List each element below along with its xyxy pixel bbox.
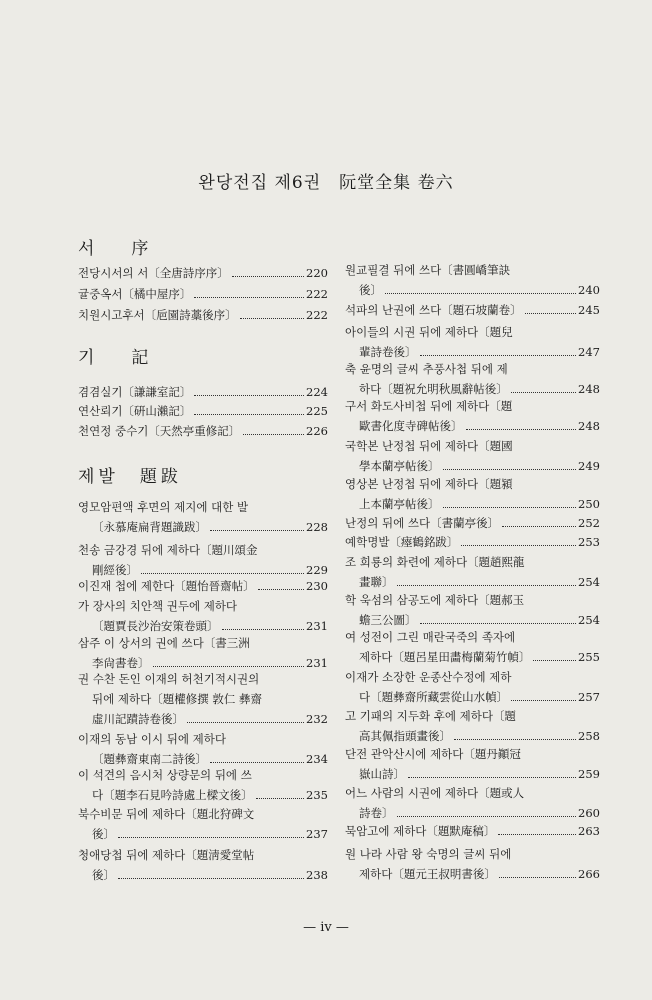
toc-entry-title: 천연정 중수기〔天然亭重修記〕 [78,424,241,438]
toc-entry-title: 묵암고에 제하다〔題默庵稿〕 [345,824,496,838]
toc-entry-title: 다〔題彝齋所藏雲從山水幀〕 [359,690,509,704]
dot-leader [498,834,576,835]
toc-entry [78,405,328,425]
toc-entry [78,600,328,640]
toc-entry-title: 畫聯〕 [359,575,394,589]
section-heading-preface: 서 序 [78,239,159,259]
toc-entry-title: 치원시고후서〔巵園詩藁後序〕 [78,308,237,322]
section-heading-records: 기 記 [78,348,159,368]
toc-entry-page: 252 [578,516,600,530]
toc-entry-title: 〔永慕庵扁背題識跋〕 [92,520,207,534]
toc-entry [345,825,600,845]
toc-entry-page: 250 [578,497,600,511]
toc-entry [78,425,328,445]
toc-entry-title: 제하다〔題呂星田畵梅蘭菊竹幀〕 [359,650,531,664]
toc-entry-title: 虛川記蹟詩卷後〕 [92,712,184,726]
toc-entry-page: 259 [578,767,600,781]
toc-entry-page: 222 [306,287,328,301]
toc-entry-title: 원교필결 뒤에 쓰다〔書圓嶠筆訣 [345,263,511,277]
dot-leader [258,589,304,590]
dot-leader [210,762,304,763]
toc-entry-page: 248 [578,382,600,396]
dot-leader [408,777,576,778]
toc-entry-page: 258 [578,729,600,743]
toc-entry-page: 220 [306,266,328,280]
dot-leader [420,355,577,356]
toc-entry [78,309,328,329]
toc-entry [78,673,328,733]
toc-entry [78,808,328,848]
toc-entry-title: 하다〔題祝允明秋風辭帖後〕 [359,382,508,396]
toc-entry-title: 〔題彝齋東南二詩後〕 [92,752,207,766]
dot-leader [194,395,304,396]
toc-entry-title: 學本蘭亭帖後〕 [359,459,440,473]
toc-entry-page: 257 [578,690,600,704]
toc-entry-page: 254 [578,575,600,589]
toc-entry-page: 260 [578,806,600,820]
toc-entry-title: 예학명발〔瘞鶴銘跋〕 [345,535,459,549]
toc-entry-page: 249 [578,459,600,473]
toc-entry-title: 난정의 뒤에 쓰다〔書蘭亭後〕 [345,516,500,530]
toc-entry-title: 歐書化度寺碑帖後〕 [359,419,463,433]
toc-entry [345,304,600,324]
toc-entry [345,326,600,366]
dot-leader [443,469,577,470]
toc-entry-title: 북수비문 뒤에 제하다〔題北狩碑文 [78,807,255,821]
toc-entry [78,288,328,308]
dot-leader [502,526,576,527]
dot-leader [533,660,576,661]
toc-entry [78,769,328,809]
toc-entry-title: 석파의 난권에 쓰다〔題石坡蘭卷〕 [345,303,522,317]
dot-leader [461,545,576,546]
toc-entry-title: 겸겸실기〔謙謙室記〕 [78,385,192,399]
toc-entry-page: 222 [306,308,328,322]
toc-entry [345,671,600,711]
toc-entry-title: 嶽山詩〕 [359,767,405,781]
toc-entry-title: 剛經後〕 [92,563,138,577]
toc-entry-page: 231 [306,619,328,633]
dot-leader [243,434,304,435]
toc-entry-page: 225 [306,404,328,418]
toc-entry-title: 뒤에 제하다〔題權修撰 敦仁 彝齋 [92,692,263,706]
toc-entry-title: 구서 화도사비첩 뒤에 제하다〔題 [345,399,513,413]
page-title: 완당전집 제6권 阮堂全集 卷六 [198,173,454,193]
toc-entry [78,267,328,287]
toc-entry-title: 이재가 소장한 운종산수정에 제하 [345,670,512,684]
toc-entry-title: 여 성전이 그린 매란국죽의 족자에 [345,630,516,644]
dot-leader [454,739,576,740]
toc-entry-page: 226 [306,424,328,438]
toc-entry [345,848,600,888]
toc-entry-page: 245 [578,303,600,317]
toc-entry-title: 조 희룡의 화련에 제하다〔題趙熙龍 [345,555,525,569]
toc-entry [345,478,600,518]
toc-entry-title: 가 장사의 치안책 권두에 제하다 [78,599,238,613]
toc-entry-title: 권 수찬 돈인 이재의 허천기적시권의 [78,672,260,686]
toc-entry [78,637,328,677]
dot-leader [194,297,304,298]
toc-entry-page: 254 [578,613,600,627]
toc-entry-title: 後〕 [359,283,382,297]
toc-entry-title: 아이들의 시권 뒤에 제하다〔題兒 [345,325,513,339]
toc-entry [345,440,600,480]
dot-leader [232,276,304,277]
toc-entry-title: 高其佩指頭畫後〕 [359,729,451,743]
dot-leader [141,573,304,574]
toc-entry-title: 국학본 난정첩 뒤에 제하다〔題國 [345,439,513,453]
section-heading-colophons: 제발 題跋 [78,467,182,487]
toc-entry-page: 263 [578,824,600,838]
toc-entry-title: 원 나라 사람 왕 숙명의 글씨 뒤에 [345,847,512,861]
toc-entry [345,264,600,304]
toc-entry [78,580,328,600]
toc-entry-title: 영모암편액 후면의 제지에 대한 발 [78,500,249,514]
dot-leader [256,798,304,799]
toc-entry-title: 연산뢰기〔硏山瀨記〕 [78,404,192,418]
toc-entry-title: 後〕 [92,827,115,841]
toc-entry-page: 231 [306,656,328,670]
toc-entry-title: 上本蘭亭帖後〕 [359,497,440,511]
toc-entry-page: 235 [306,788,328,802]
toc-entry-title: 천송 금강경 뒤에 제하다〔題川頌金 [78,543,258,557]
toc-entry-title: 어느 사람의 시권에 제하다〔題或人 [345,786,525,800]
dot-leader [443,507,577,508]
toc-entry-page: 234 [306,752,328,766]
toc-entry [78,501,328,541]
toc-entry-title: 영상본 난정첩 뒤에 제하다〔題潁 [345,477,513,491]
toc-entry-title: 이재의 동남 이시 뒤에 제하다 [78,732,226,746]
toc-entry-page: 229 [306,563,328,577]
toc-entry-title: 삼주 이 상서의 권에 쓰다〔書三洲 [78,636,250,650]
toc-entry [345,363,600,403]
toc-entry-page: 248 [578,419,600,433]
toc-entry-page: 224 [306,385,328,399]
toc-entry-title: 詩卷〕 [359,806,394,820]
toc-entry-title: 단전 관악산시에 제하다〔題丹顚冠 [345,747,521,761]
toc-entry [345,400,600,440]
toc-entry-title: 輩詩卷後〕 [359,345,417,359]
toc-entry [78,849,328,889]
dot-leader [499,877,576,878]
dot-leader [397,816,577,817]
toc-entry [345,748,600,788]
toc-entry-title: 이진재 첩에 제한다〔題怡晉齋帖〕 [78,579,255,593]
dot-leader [511,392,576,393]
dot-leader [118,837,304,838]
toc-entry [345,631,600,671]
toc-entry-title: 李尙書卷〕 [92,656,150,670]
dot-leader [525,313,576,314]
toc-entry [345,517,600,537]
toc-entry-title: 학 욱섬의 삼공도에 제하다〔題郝玉 [345,593,525,607]
toc-entry-title: 다〔題李石見吟詩處上樑文後〕 [92,788,253,802]
toc-entry [345,556,600,596]
toc-entry-page: 266 [578,867,600,881]
toc-entry-page: 247 [578,345,600,359]
dot-leader [240,318,304,319]
toc-entry-page: 230 [306,579,328,593]
toc-entry [78,733,328,773]
dot-leader [210,530,304,531]
toc-entry-page: 228 [306,520,328,534]
toc-entry [345,710,600,750]
dot-leader [397,585,577,586]
toc-entry-page: 240 [578,283,600,297]
toc-entry-page: 238 [306,868,328,882]
toc-entry [345,594,600,634]
toc-entry-page: 237 [306,827,328,841]
toc-entry-title: 〔題賈長沙治安策卷頭〕 [92,619,219,633]
dot-leader [194,414,304,415]
toc-entry-title: 고 기패의 지두화 후에 제하다〔題 [345,709,516,723]
toc-entry-title: 제하다〔題元王叔明書後〕 [359,867,496,881]
dot-leader [118,878,304,879]
toc-entry-title: 축 윤명의 글씨 추풍사첩 뒤에 제 [345,362,508,376]
dot-leader [385,293,576,294]
toc-entry [345,787,600,827]
dot-leader [466,429,577,430]
page-number: — iv — [303,920,349,935]
toc-entry [78,386,328,406]
dot-leader [511,700,576,701]
toc-entry-title: 이 석견의 음시처 상량문의 뒤에 쓰 [78,768,252,782]
toc-entry-page: 253 [578,535,600,549]
dot-leader [187,722,304,723]
dot-leader [222,629,305,630]
toc-entry-title: 청애당첩 뒤에 제하다〔題淸愛堂帖 [78,848,255,862]
toc-entry-page: 232 [306,712,328,726]
toc-entry-title: 귤중옥서〔橘中屋序〕 [78,287,192,301]
toc-entry [78,544,328,584]
dot-leader [153,666,305,667]
toc-entry-title: 蟾三公圖〕 [359,613,417,627]
toc-entry [345,536,600,556]
toc-entry-title: 전당시서의 서〔全唐詩序序〕 [78,266,229,280]
dot-leader [420,623,577,624]
toc-entry-page: 255 [578,650,600,664]
toc-entry-title: 後〕 [92,868,115,882]
